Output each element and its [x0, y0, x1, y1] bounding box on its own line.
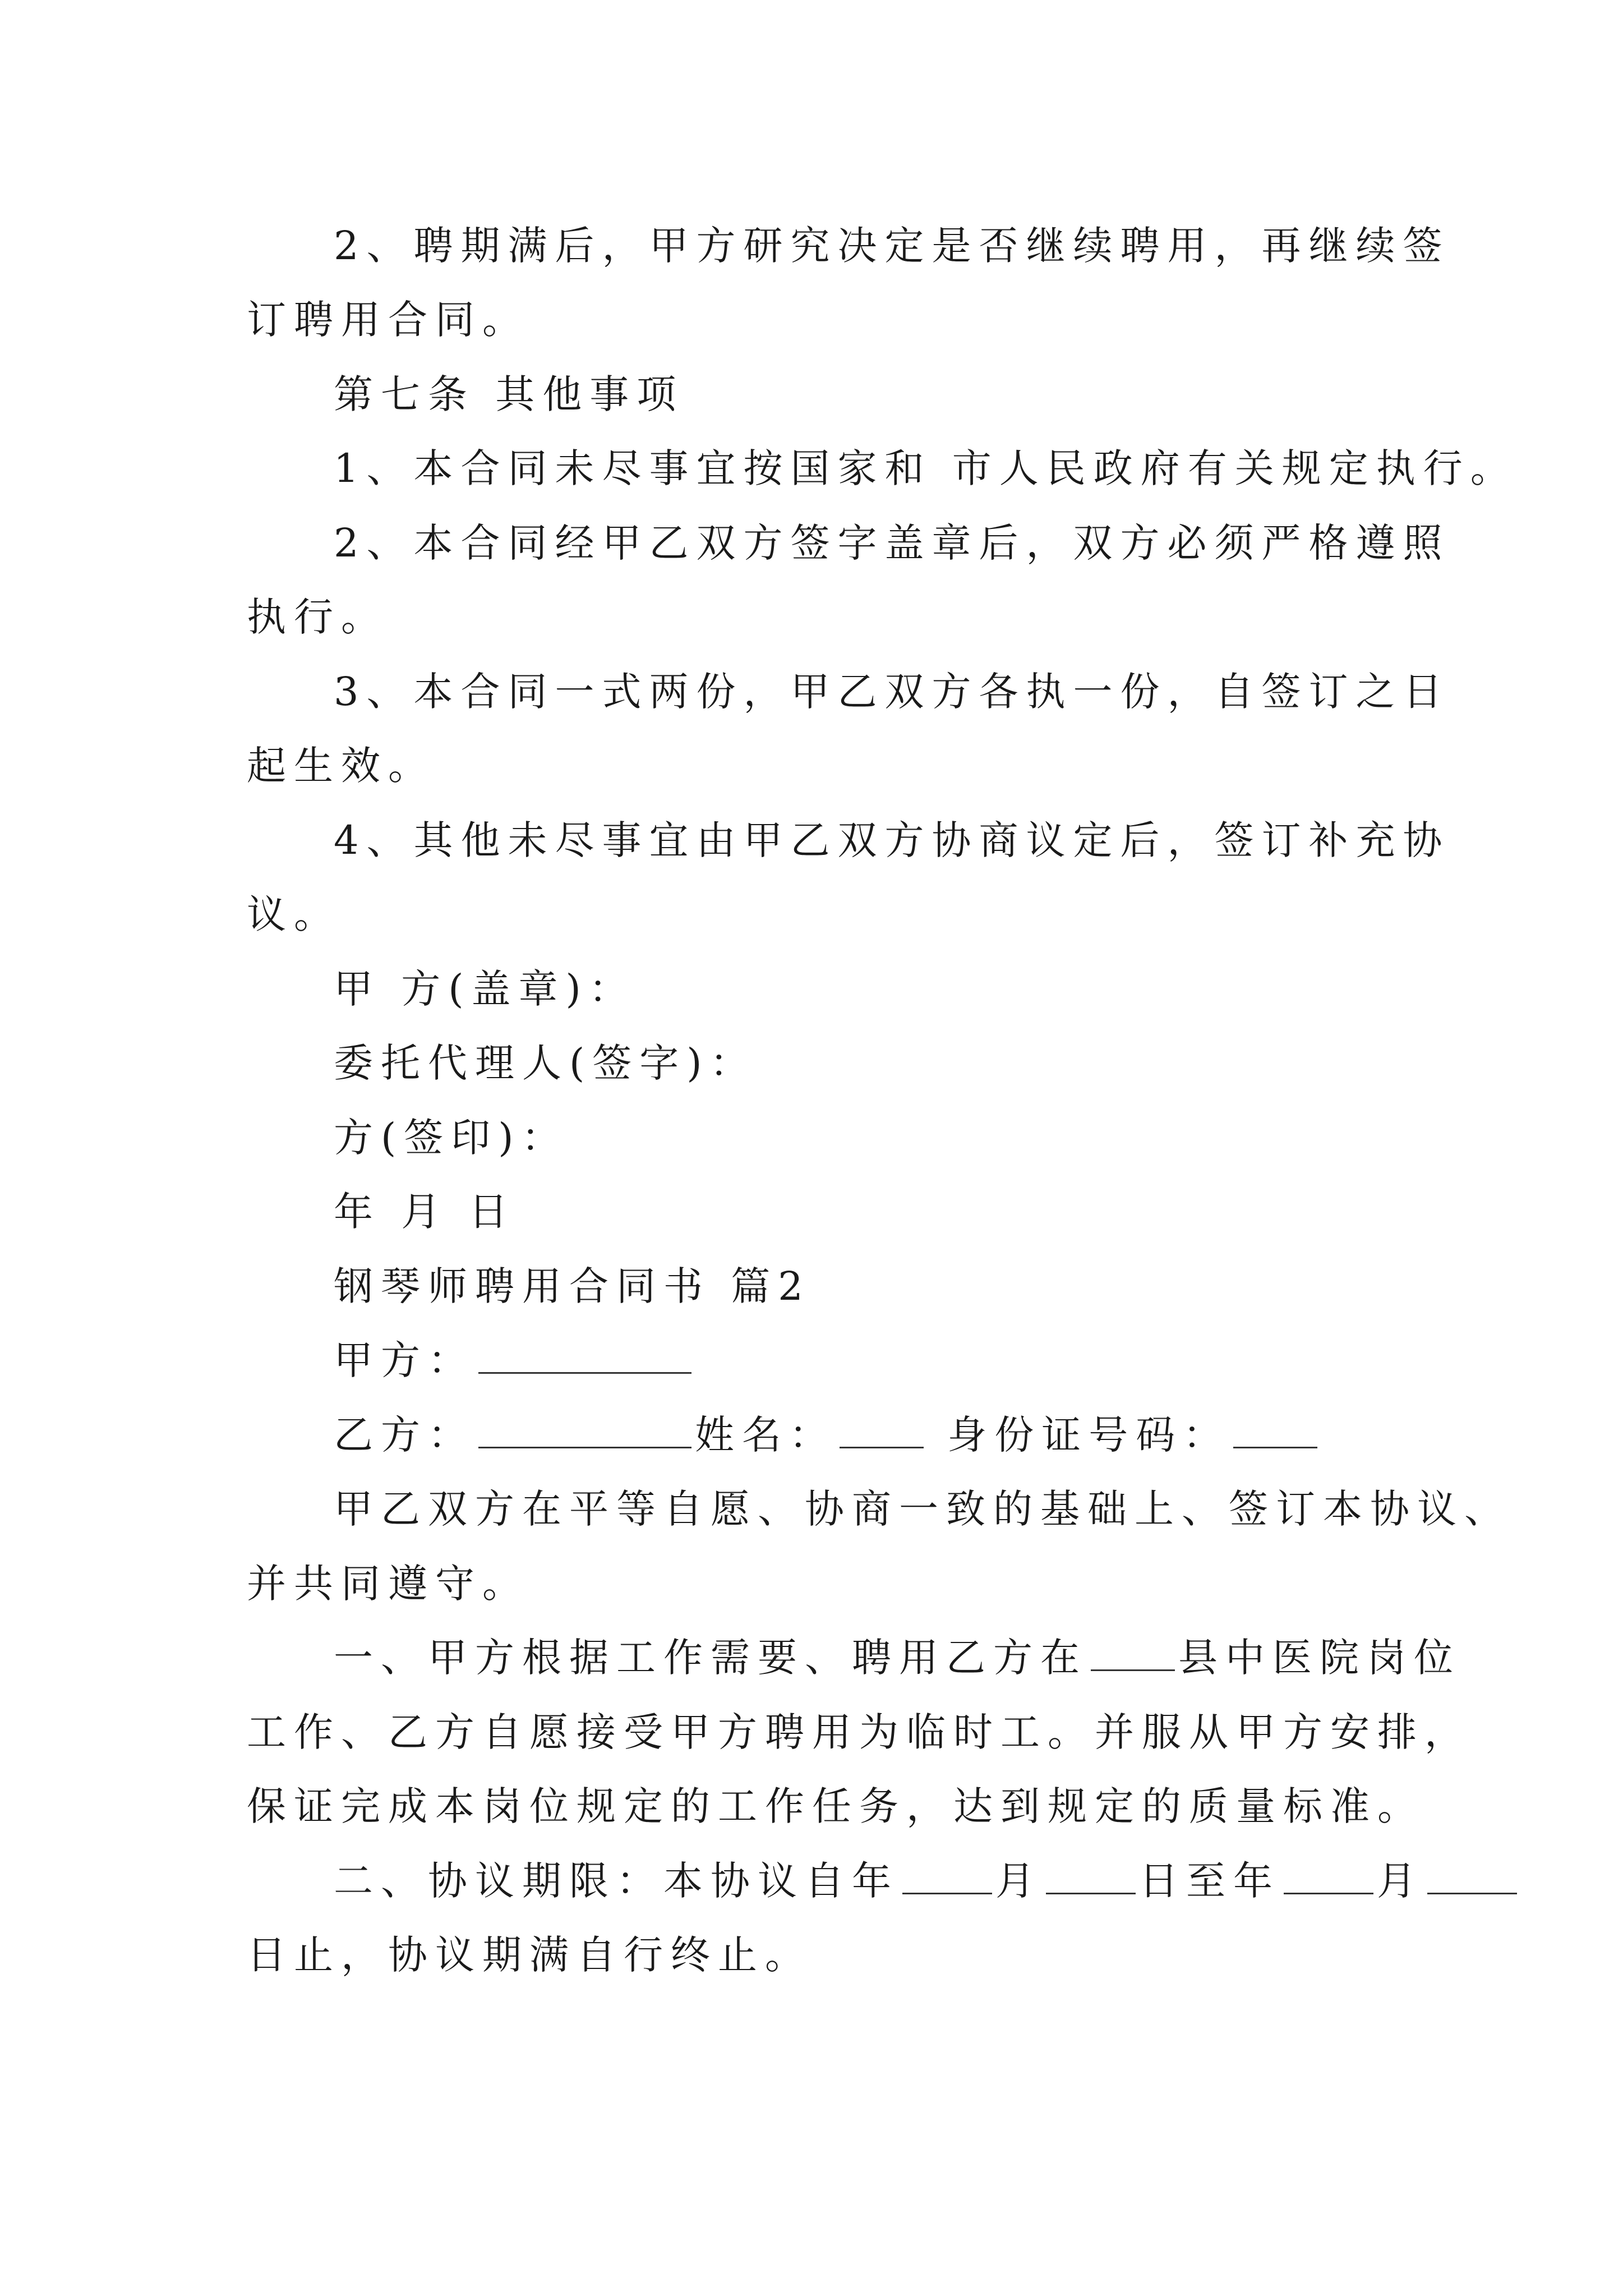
party-a-seal-line: 甲 方(盖章)： [334, 966, 636, 1012]
article-1 [334, 1632, 1461, 1683]
date-line: 年 月 日 [334, 1189, 516, 1235]
clause-7-item-4-cont: 议。 [247, 891, 341, 937]
party-a-blank [478, 1337, 691, 1374]
agreement-preamble-cont: 并共同遵守。 [247, 1561, 529, 1607]
article-2-cont: 日止，协议期满自行终止。 [247, 1932, 812, 1978]
end-month-blank [1284, 1858, 1373, 1894]
clause-6-item-2: 2、聘期满后，甲方研究决定是否继续聘用，再继续签 [334, 223, 1450, 269]
article-1-cont-1: 工作、乙方自愿接受甲方聘用为临时工。并服从甲方安排， [247, 1709, 1472, 1755]
end-day-blank [1427, 1858, 1517, 1894]
party-b-label: 乙方： [334, 1412, 475, 1458]
clause-7-item-2-cont: 执行。 [247, 594, 388, 640]
article-2-text-b: 月 [995, 1858, 1043, 1904]
start-day-blank [1046, 1858, 1136, 1894]
article-2-text-c: 日至年 [1139, 1858, 1280, 1904]
party-b-signature-line: 方(签印)： [334, 1115, 569, 1161]
id-number-label: 身份证号码： [927, 1412, 1230, 1458]
clause-7-item-1: 1、本合同未尽事宜按国家和 市人民政府有关规定执行。 [334, 445, 1518, 491]
article-2-text-d: 月 [1377, 1858, 1424, 1904]
start-month-blank [902, 1858, 992, 1894]
party-b-field [334, 1410, 1385, 1460]
id-number-blank [1233, 1412, 1317, 1448]
article-2 [334, 1856, 1424, 1906]
agreement-preamble: 甲乙双方在平等自愿、协商一致的基础上、签订本协议、 [334, 1486, 1511, 1532]
article-1-cont-2: 保证完成本岗位规定的工作任务，达到规定的质量标准。 [247, 1783, 1424, 1829]
name-label: 姓名： [695, 1412, 836, 1458]
clause-6-item-2-cont: 订聘用合同。 [247, 297, 529, 343]
article-1-text-b: 县中医院岗位 [1178, 1635, 1461, 1681]
clause-7-item-3: 3、本合同一式两份，甲乙双方各执一份，自签订之日 [334, 669, 1450, 715]
party-a-field [334, 1335, 1385, 1386]
article-1-text-a: 一、甲方根据工作需要、聘用乙方在 [334, 1635, 1087, 1681]
article-2-text-a: 二、协议期限：本协议自年 [334, 1858, 899, 1904]
article-7-heading: 第七条 其他事项 [334, 371, 684, 417]
party-a-label: 甲方： [334, 1337, 475, 1383]
section-title-2: 钢琴师聘用合同书 篇2 [334, 1263, 811, 1309]
clause-7-item-2: 2、本合同经甲乙双方签字盖章后，双方必须严格遵照 [334, 520, 1450, 566]
county-blank [1091, 1635, 1175, 1671]
clause-7-item-3-cont: 起生效。 [247, 743, 435, 789]
party-b-blank [478, 1412, 691, 1448]
agent-signature-line: 委托代理人(签字)： [334, 1040, 757, 1086]
clause-7-item-4: 4、其他未尽事宜由甲乙双方协商议定后，签订补充协 [334, 817, 1450, 863]
name-blank [840, 1412, 924, 1448]
